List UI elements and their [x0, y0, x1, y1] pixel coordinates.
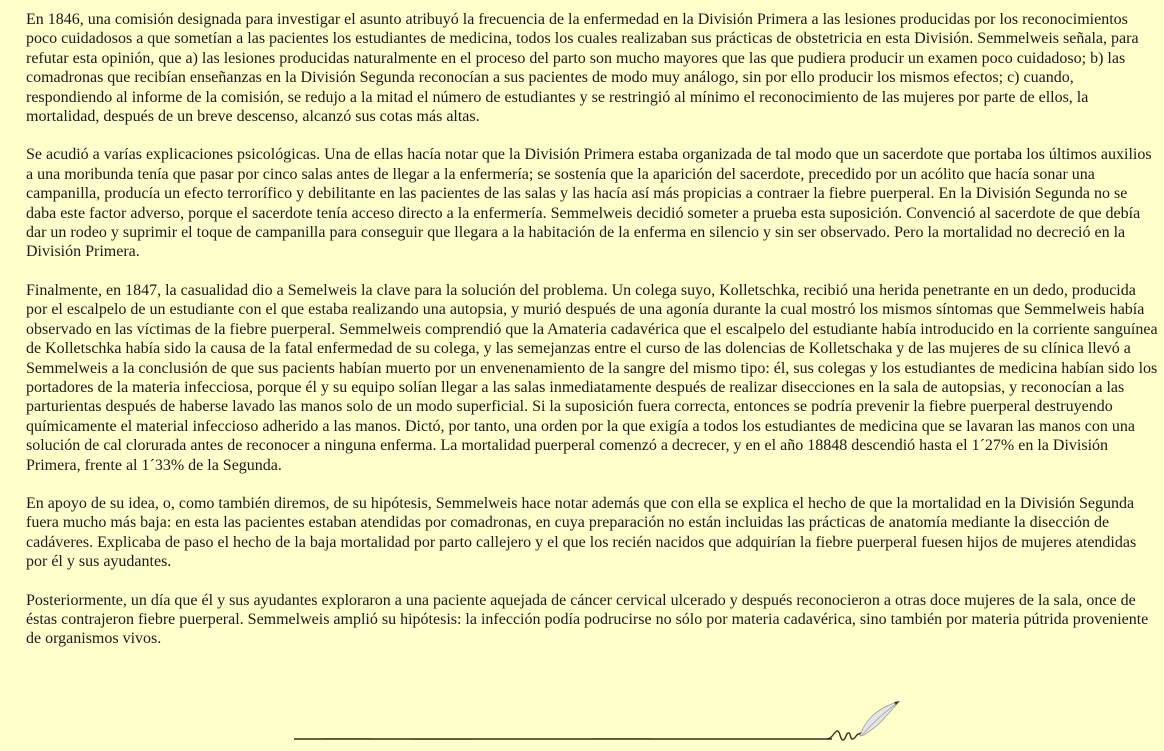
paragraph-3: Finalmente, en 1847, la casualidad dio a Semelweis la clave para la solución del problema. Un colega suyo, Kolletschka, recibió una herida penetrante en un dedo, producida por el escalpelo de un estudiante con el que estaba realizando una autopsia, y murió después de una agonía durante la cual mostró los mismos síntomas que Semmelweis había observado en las víctimas de la fiebre puerperal. Semmelweis comprendió que la Amateria cadavérica que el escalpelo del estudiante había introducido en la corriente sanguínea de Kolletschka había sido la causa de la fatal enfermedad de su colega, y las semejanzas entre el curso de las dolencias de Kolletschaka y de las mujeres de su clínica llevó a Semmelweis a la conclusión de que sus pacients habían muerto por un envenenamiento de la sangre del mismo tipo: él, sus colegas y los estudiantes de medicina habían sido los portadores de la materia infecciosa, porque él y su equipo solían llegar a las salas inmediatamente después de realizar disecciones en la sala de autopsias, y reconocían a las parturientas después de haberse lavado las manos solo de un modo superficial. Si la suposición fuera correcta, entonces se podría prevenir la fiebre puerperal destruyendo químicamente el material infeccioso adherido a las manos. Dictó, por tanto, una orden por la que exigía a todos los estudiantes de medicina que se lavaran las manos con una solución de cal clorurada antes de reconocer a ninguna enferma. La mortalidad puerperal comenzó a decrecer, y en el año 18848 descendió hasta el 1´27% en la División Primera, frente al 1´33% de la Segunda. [26, 281, 1158, 474]
quill-pen-icon [292, 698, 902, 746]
paragraph-5: Posteriormente, un día que él y sus ayudantes exploraron a una paciente aquejada de cáncer cervical ulcerado y después reconocieron a otras doce mujeres de la sala, once de éstas contrajeron fiebre puerperal. Semmelweis amplió su hipótesis: la infección podía podrucirse no sólo por materia cadavérica, sino también por materia pútrida proveniente de organismos vivos. [26, 591, 1149, 648]
paragraph-2: Se acudió a varías explicaciones psicológicas. Una de ellas hacía notar que la División Primera estaba organizada de tal modo que un sacerdote que portaba los últimos auxilios a una moribunda tenía que pasar por cinco salas antes de llegar a la enfermería; se sostenía que la aparición del sacerdote, precedido por un acólito que hacía sonar una campanilla, producía un efecto terrorífico y debilitante en las pacientes de las salas y las hacía así más propicias a contraer la fiebre puerperal. En la División Segunda no se daba este factor adverso, porque el sacerdote tenía acceso directo a la enfermería. Semmelweis decidió someter a prueba esta suposición. Convenció al sacerdote de que debía dar un rodeo y suprimir el toque de campanilla para conseguir que llegara a la habitación de la enferma en silencio y sin ser observado. Pero la mortalidad no decreció en la División Primera. [26, 146, 1152, 261]
quill-divider [292, 698, 902, 746]
article-body [26, 10, 1160, 668]
paragraph-4: En apoyo de su idea, o, como también diremos, de su hipótesis, Semmelweis hace notar además que con ella se explica el hecho de que la mortalidad en la División Segunda fuera mucho más baja: en esta las pacientes estaban atendidas por comadronas, en cuya preparación no están incluidas las prácticas de anatomía mediante la disección de cadáveres. Explicaba de paso el hecho de la baja mortalidad por parto callejero y el que los recién nacidos que adquirían la fiebre puerperal fuesen hijos de mujeres atendidas por él y sus ayudantes. [26, 494, 1137, 571]
paragraph-1: En 1846, una comisión designada para investigar el asunto atribuyó la frecuencia de la enfermedad en la División Primera a las lesiones producidas por los reconocimientos poco cuidadosos a que sometían a las pacientes los estudiantes de medicina, todos los cuales realizaban sus prácticas de obstetricia en esta División. Semmelweis señala, para refutar esta opinión, que a) las lesiones producidas naturalmente en el proceso del parto son mucho mayores que las que pudiera producir un examen poco cuidadoso; b) las comadronas que recibían enseñanzas en la División Segunda reconocían a sus pacientes de modo muy análogo, sin por ello producir los mismos efectos; c) cuando, respondiendo al informe de la comisión, se redujo a la mitad el número de estudiantes y se restringió al mínimo el reconocimiento de las mujeres por parte de ellos, la mortalidad, después de un breve descenso, alcanzó sus cotas más altas. [26, 11, 1139, 126]
